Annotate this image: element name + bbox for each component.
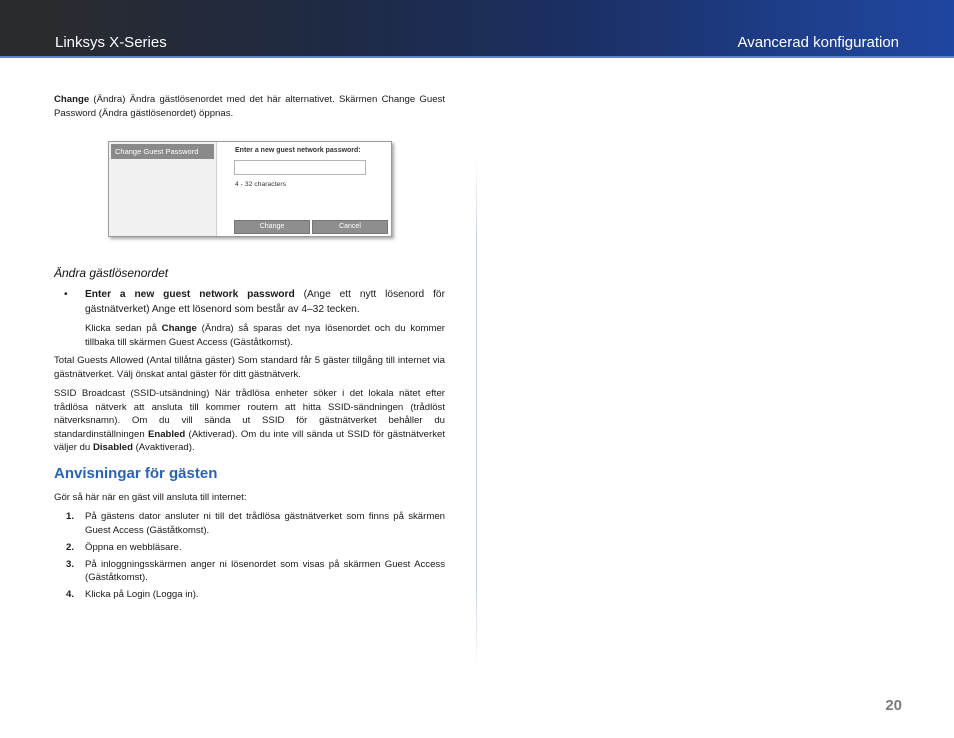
- header-product-title: Linksys X-Series: [55, 34, 167, 51]
- list-item: [54, 558, 445, 585]
- ssid-enabled-term: Enabled: [147, 428, 186, 440]
- ssid-text-post: (Avaktiverad).: [132, 442, 195, 454]
- step-text: Öppna en webbläsare.: [85, 541, 182, 553]
- change-guest-password-screenshot: [108, 141, 392, 237]
- bullet-item: [64, 288, 445, 317]
- password-input[interactable]: [234, 160, 366, 175]
- step-number: 3.: [66, 558, 75, 570]
- page-number: 20: [885, 697, 902, 714]
- subheading: Ändra gästlösenordet: [54, 266, 169, 280]
- password-label: Enter a new guest network password:: [235, 147, 361, 154]
- intro-paragraph: [54, 93, 445, 120]
- bullet-cont-term: Change: [161, 323, 197, 334]
- bullet-term: Enter a new guest network password: [85, 289, 295, 300]
- step-number: 2.: [66, 541, 75, 553]
- section-heading: Anvisningar för gästen: [54, 465, 218, 482]
- page-header: [0, 0, 954, 58]
- section-intro: Gör så här när en gäst vill ansluta till internet:: [54, 492, 247, 503]
- bullet-cont-pre: Klicka sedan på: [85, 323, 162, 334]
- screenshot-side-tab: Change Guest Password: [111, 144, 214, 159]
- bullet-continuation: [85, 322, 445, 349]
- intro-text: (Ändra) Ändra gästlösenordet med det här alternativet. Skärmen Change Guest Password (Ändra gästlösenordet) öppnas.: [54, 94, 445, 119]
- header-section-title: Avancerad konfiguration: [737, 34, 899, 51]
- list-item: [54, 510, 445, 537]
- list-item: [54, 541, 445, 555]
- bullet-text: (Ange ett nytt lösenord för gästnätverket) Ange ett lösenord som består av 4–32 tecken.: [85, 289, 445, 315]
- step-number: 4.: [66, 589, 75, 601]
- screenshot-sidebar: [109, 142, 217, 236]
- steps-list: [54, 510, 445, 605]
- step-number: 1.: [66, 511, 75, 522]
- intro-term: Change: [54, 94, 90, 105]
- column-divider: [476, 160, 477, 666]
- step-text: På gästens dator ansluter ni till det trådlösa gästnätverket som finns på skärmen Guest Access (Gäståtkomst).: [85, 511, 445, 536]
- total-guests-paragraph: Total Guests Allowed (Antal tillåtna gäster) Som standard får 5 gäster tillgång till internet via gästnätverket. Välj önskat antal gäster för ditt gästnätverk.: [54, 355, 445, 380]
- bullet-cont-post: (Ändra) så sparas det nya lösenordet och du kommer tillbaka till skärmen Guest Access (Gäståtkomst).: [85, 323, 445, 348]
- ssid-broadcast-paragraph: [54, 387, 445, 455]
- ssid-text-mid: (Aktiverad). Om du inte vill sända ut SSID för gästnätverket väljer du: [54, 428, 445, 454]
- step-text: Klicka på Login (Logga in).: [85, 589, 199, 601]
- ssid-text-pre: SSID Broadcast (SSID-utsändning) När trådlösa enheter söker i det lokala nätet efter trådlösa nätverk att ansluta till kommer routern att hitta SSID-sändningen (trådlöst nätverksnamn). Om du vill sända ut SSID för gästnätverket behåller du standardinställningen: [54, 388, 445, 440]
- bullet-marker: •: [64, 289, 68, 300]
- change-button[interactable]: Change: [234, 220, 310, 234]
- password-hint: 4 - 32 characters: [235, 181, 286, 188]
- step-text: På inloggningsskärmen anger ni lösenordet som visas på skärmen Guest Access (Gäståtkomst).: [85, 558, 445, 584]
- cancel-button[interactable]: Cancel: [312, 220, 388, 234]
- list-item: [54, 588, 445, 602]
- ssid-disabled-term: Disabled: [92, 442, 133, 454]
